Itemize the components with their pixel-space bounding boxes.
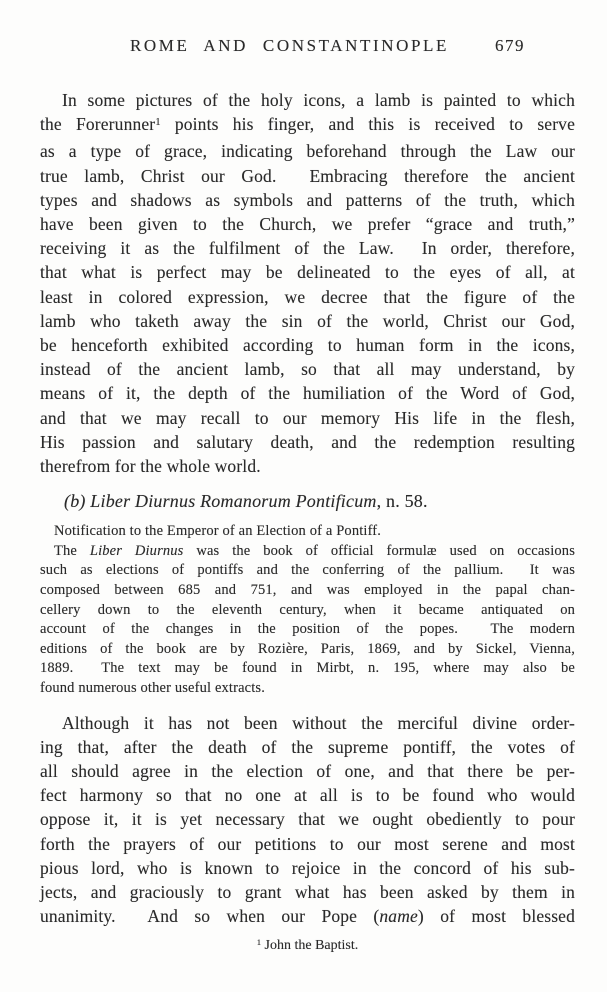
text-line: Notification to the Emperor of an Election of a Pontiff. [54,523,382,540]
text-line: that what is perfect may be delineated to the eyes of all, at [40,262,575,283]
footnote-john-baptist [40,937,575,955]
paragraph-pontiff-election [40,711,575,929]
running-header [40,36,575,56]
text-line: means of it, the depth of the humiliation of the Word of God, [40,383,575,404]
text-line: types and shadows as symbols and patterns of the truth, which [40,189,575,210]
chapter-title: ROME AND CONSTANTINOPLE [129,36,450,55]
text-line: Although it has not been without the merciful divine order- [62,712,575,733]
text-line: ing that, after the death of the supreme pontiff, the votes of [40,736,575,757]
section-heading-liber-diurnus [40,488,575,514]
text-line: fect harmony so that no one at all is to be found who would [40,785,575,806]
text-line: $^1$ John the Baptist. [256,937,359,954]
text-line: composed between 685 and 751, and was employed in the papal chan- [40,582,575,599]
text-line: all should agree in the election of one, and that there be per- [40,761,575,781]
text-line: editions of the book are by Rozière, Paris, 1869, and by Sickel, Vienna, [40,640,575,657]
text-line: have been given to the Church, we prefer “grace and truth,” [40,214,575,235]
text-line: therefrom for the whole world. [40,456,261,477]
text-line: forth the prayers of our petitions to our most serene and most [40,833,575,854]
paragraph-holy-icons-decree [40,88,575,478]
text-line: pious lord, who is known to rejoice in the concord of his sub- [40,857,575,878]
editorial-note [40,522,575,698]
text-line: instead of the ancient lamb, so that all may understand, by [40,359,575,380]
text-line: be henceforth exhibited according to human form in the icons, [40,335,575,356]
text-line: In some pictures of the holy icons, a lamb is painted to which [62,90,575,110]
text-line: receiving it as the fulfilment of the Law. In order, therefore, [40,238,575,259]
text-line: lamb who taketh away the sin of the world, Christ our God, [40,310,575,331]
text-line: the Forerunner$^1$ points his finger, and this is received to serve [40,114,575,135]
text-line: account of the changes in the position of the popes. The modern [40,621,575,638]
text-line: least in colored expression, we decree that the figure of the [40,286,575,307]
text-line: true lamb, Christ our God. Embracing therefore the ancient [40,165,575,186]
text-line: jects, and graciously to grant what has been asked by them in [40,882,575,903]
text-line: 1889. The text may be found in Mirbt, n. 195, where may also be [40,660,575,677]
text-line: (b) Liber Diurnus Romanorum Pontificum, n. 58. [64,491,428,512]
text-line: unanimity. And so when our Pope (name) of most blessed [40,906,575,927]
text-line: His passion and salutary death, and the redemption resulting [40,431,575,452]
text-line: and that we may recall to our memory His life in the flesh, [40,407,575,428]
text-line: oppose it, it is yet necessary that we ought obediently to pour [40,809,575,830]
text-line: such as elections of pontiffs and the conferring of the pallium. It was [40,562,575,579]
text-line: The Liber Diurnus was the book of official formulæ used on occasions [54,542,575,559]
text-line: found numerous other useful extracts. [40,680,266,696]
page-number: 679 [495,36,525,55]
text-line: as a type of grace, indicating beforehand through the Law our [40,141,575,162]
text-line: cellery down to the eleventh century, when it became antiquated on [40,601,575,618]
